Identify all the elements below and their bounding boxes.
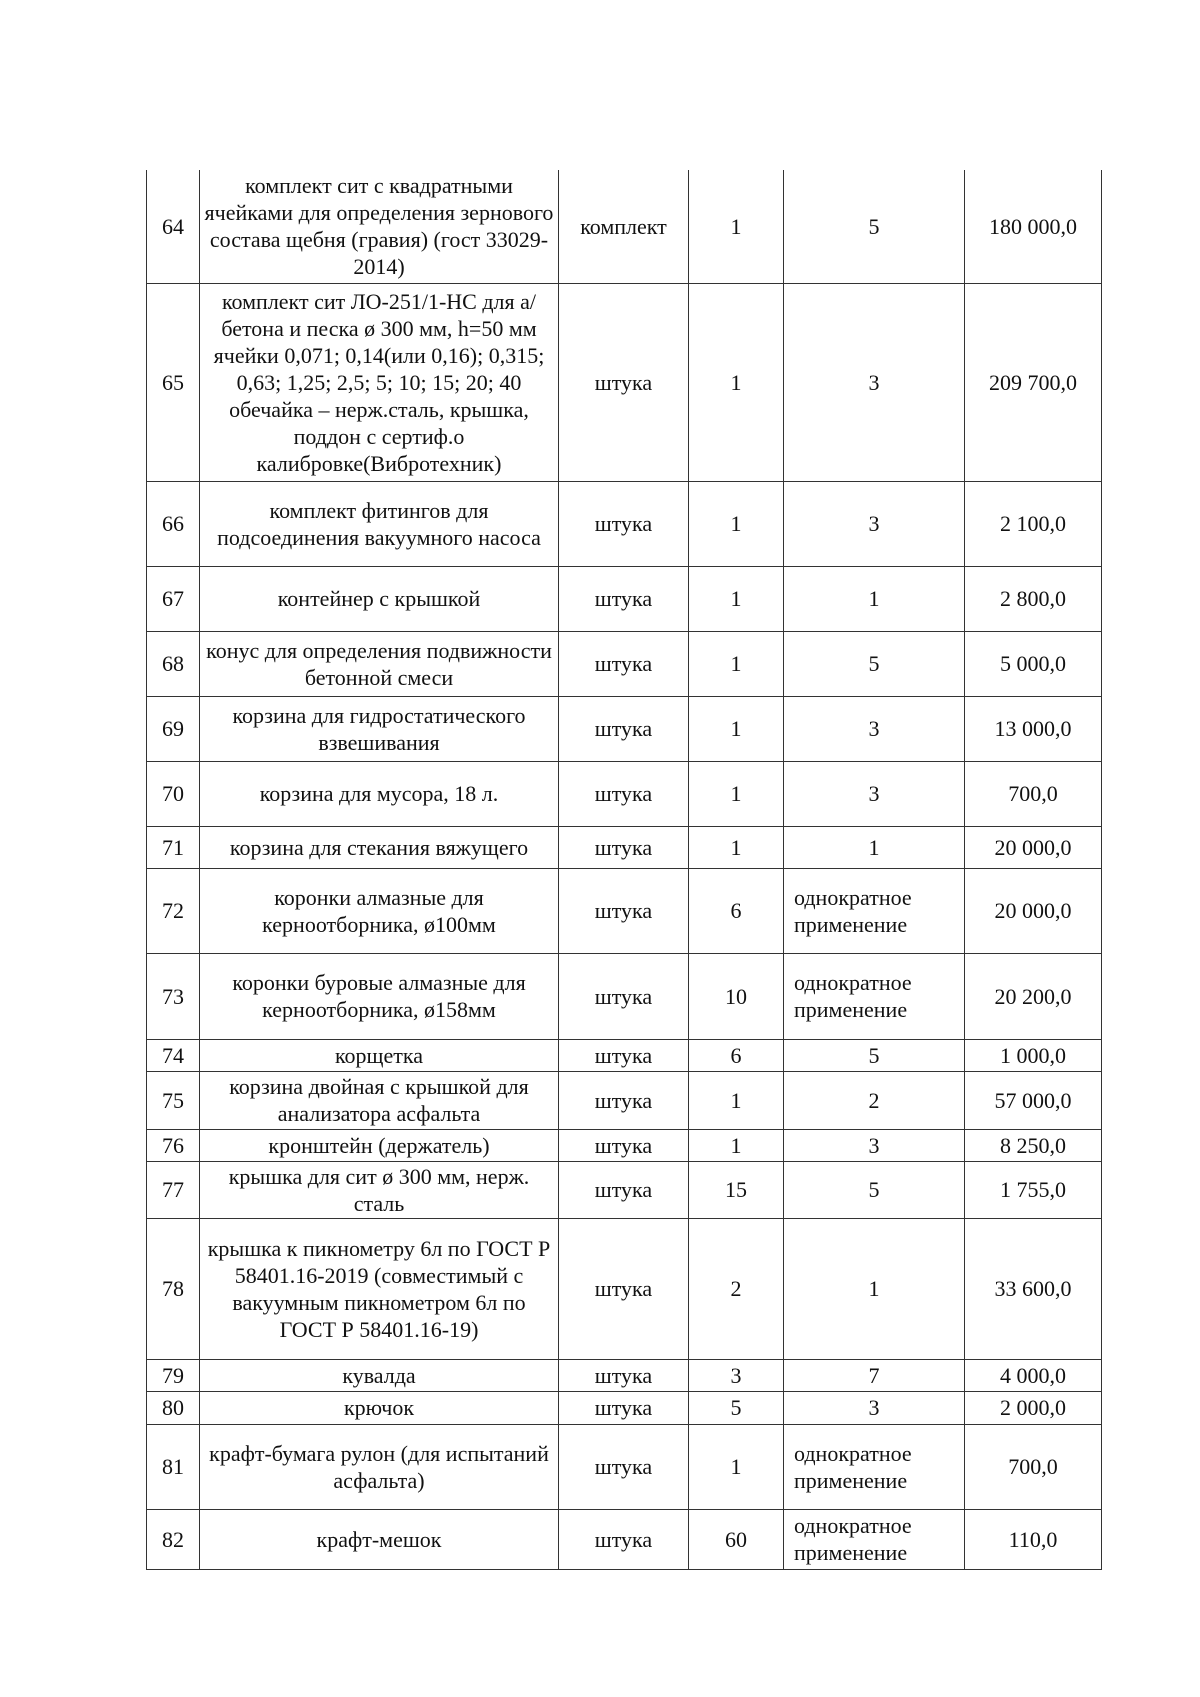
- item-name: крафт-бумага рулон (для испытаний асфальта): [200, 1424, 559, 1509]
- quantity: 1: [689, 170, 784, 283]
- quantity: 1: [689, 1129, 784, 1161]
- price: 2 100,0: [965, 481, 1102, 566]
- item-name: корщетка: [200, 1039, 559, 1071]
- service-life: 5: [784, 1161, 965, 1218]
- unit: штука: [559, 1391, 689, 1424]
- quantity: 1: [689, 631, 784, 696]
- row-number: 81: [147, 1424, 200, 1509]
- table-row: [147, 953, 1102, 1039]
- unit: штука: [559, 826, 689, 868]
- service-life: 3: [784, 1129, 965, 1161]
- item-name: крючок: [200, 1391, 559, 1424]
- item-name: контейнер с крышкой: [200, 566, 559, 631]
- unit: штука: [559, 1039, 689, 1071]
- service-life: 7: [784, 1359, 965, 1391]
- table-row: [147, 1424, 1102, 1509]
- table-row: [147, 1129, 1102, 1161]
- table-row: [147, 1161, 1102, 1218]
- table-row: [147, 566, 1102, 631]
- unit: штука: [559, 1218, 689, 1359]
- item-name: кувалда: [200, 1359, 559, 1391]
- item-name: крышка для сит ø 300 мм, нерж. сталь: [200, 1161, 559, 1218]
- table-row: [147, 283, 1102, 481]
- quantity: 15: [689, 1161, 784, 1218]
- price: 110,0: [965, 1509, 1102, 1569]
- quantity: 10: [689, 953, 784, 1039]
- price: 700,0: [965, 1424, 1102, 1509]
- price: 4 000,0: [965, 1359, 1102, 1391]
- price: 209 700,0: [965, 283, 1102, 481]
- row-number: 73: [147, 953, 200, 1039]
- item-name: конус для определения подвижности бетонной смеси: [200, 631, 559, 696]
- unit: штука: [559, 953, 689, 1039]
- row-number: 67: [147, 566, 200, 631]
- quantity: 1: [689, 826, 784, 868]
- quantity: 6: [689, 1039, 784, 1071]
- price: 20 000,0: [965, 826, 1102, 868]
- quantity: 1: [689, 481, 784, 566]
- item-name: крафт-мешок: [200, 1509, 559, 1569]
- service-life: 3: [784, 761, 965, 826]
- item-name: корзина для гидростатического взвешивания: [200, 696, 559, 761]
- item-name: коронки алмазные для керноотборника, ø100мм: [200, 868, 559, 953]
- table-row: [147, 1039, 1102, 1071]
- row-number: 82: [147, 1509, 200, 1569]
- row-number: 70: [147, 761, 200, 826]
- item-name: корзина для мусора, 18 л.: [200, 761, 559, 826]
- quantity: 1: [689, 1071, 784, 1129]
- service-life: 3: [784, 481, 965, 566]
- unit: штука: [559, 631, 689, 696]
- row-number: 77: [147, 1161, 200, 1218]
- price: 20 200,0: [965, 953, 1102, 1039]
- row-number: 76: [147, 1129, 200, 1161]
- unit: штука: [559, 481, 689, 566]
- unit: штука: [559, 868, 689, 953]
- table-row: [147, 631, 1102, 696]
- table-row: [147, 1071, 1102, 1129]
- table-row: [147, 481, 1102, 566]
- price: 20 000,0: [965, 868, 1102, 953]
- unit: комплект: [559, 170, 689, 283]
- service-life: 1: [784, 566, 965, 631]
- row-number: 75: [147, 1071, 200, 1129]
- row-number: 71: [147, 826, 200, 868]
- table-row: [147, 1391, 1102, 1424]
- service-life: однократное применение: [784, 868, 965, 953]
- quantity: 2: [689, 1218, 784, 1359]
- unit: штука: [559, 283, 689, 481]
- service-life: 3: [784, 1391, 965, 1424]
- service-life: 2: [784, 1071, 965, 1129]
- quantity: 5: [689, 1391, 784, 1424]
- unit: штука: [559, 1359, 689, 1391]
- item-name: корзина двойная с крышкой для анализатора асфальта: [200, 1071, 559, 1129]
- unit: штука: [559, 761, 689, 826]
- service-life: 5: [784, 170, 965, 283]
- item-name: коронки буровые алмазные для керноотборника, ø158мм: [200, 953, 559, 1039]
- item-name: комплект сит ЛО-251/1-НС для а/бетона и песка ø 300 мм, h=50 мм ячейки 0,071; 0,14(или 0,16); 0,315; 0,63; 1,25; 2,5; 5; 10; 15; 20; 40 обечайка – нерж.сталь, крышка, поддон с сертиф.о калибровке(Вибротехник): [200, 283, 559, 481]
- item-name: комплект фитингов для подсоединения вакуумного насоса: [200, 481, 559, 566]
- item-name: корзина для стекания вяжущего: [200, 826, 559, 868]
- service-life: однократное применение: [784, 953, 965, 1039]
- unit: штука: [559, 1129, 689, 1161]
- service-life: 3: [784, 696, 965, 761]
- price: 33 600,0: [965, 1218, 1102, 1359]
- table-row: [147, 170, 1102, 283]
- service-life: однократное применение: [784, 1509, 965, 1569]
- item-name: кронштейн (держатель): [200, 1129, 559, 1161]
- quantity: 60: [689, 1509, 784, 1569]
- price: 13 000,0: [965, 696, 1102, 761]
- unit: штука: [559, 1161, 689, 1218]
- service-life: 1: [784, 826, 965, 868]
- table-row: [147, 761, 1102, 826]
- price: 2 800,0: [965, 566, 1102, 631]
- item-name: крышка к пикнометру 6л по ГОСТ Р 58401.16-2019 (совместимый с вакуумным пикнометром 6л по ГОСТ Р 58401.16-19): [200, 1218, 559, 1359]
- items-table: [146, 170, 1102, 1570]
- row-number: 79: [147, 1359, 200, 1391]
- row-number: 64: [147, 170, 200, 283]
- row-number: 66: [147, 481, 200, 566]
- service-life: 1: [784, 1218, 965, 1359]
- price: 1 755,0: [965, 1161, 1102, 1218]
- service-life: 5: [784, 1039, 965, 1071]
- item-name: комплект сит с квадратными ячейками для определения зернового состава щебня (гравия) (гост 33029-2014): [200, 170, 559, 283]
- row-number: 68: [147, 631, 200, 696]
- quantity: 6: [689, 868, 784, 953]
- price: 1 000,0: [965, 1039, 1102, 1071]
- quantity: 1: [689, 283, 784, 481]
- quantity: 1: [689, 761, 784, 826]
- table-row: [147, 826, 1102, 868]
- price: 2 000,0: [965, 1391, 1102, 1424]
- price: 700,0: [965, 761, 1102, 826]
- table-row: [147, 1218, 1102, 1359]
- service-life: 3: [784, 283, 965, 481]
- unit: штука: [559, 1509, 689, 1569]
- unit: штука: [559, 1071, 689, 1129]
- row-number: 78: [147, 1218, 200, 1359]
- table-row: [147, 1359, 1102, 1391]
- unit: штука: [559, 566, 689, 631]
- service-life: 5: [784, 631, 965, 696]
- row-number: 80: [147, 1391, 200, 1424]
- table-row: [147, 868, 1102, 953]
- service-life: однократное применение: [784, 1424, 965, 1509]
- quantity: 1: [689, 566, 784, 631]
- unit: штука: [559, 1424, 689, 1509]
- price: 5 000,0: [965, 631, 1102, 696]
- quantity: 1: [689, 696, 784, 761]
- quantity: 3: [689, 1359, 784, 1391]
- price: 180 000,0: [965, 170, 1102, 283]
- unit: штука: [559, 696, 689, 761]
- table-row: [147, 1509, 1102, 1569]
- row-number: 65: [147, 283, 200, 481]
- row-number: 74: [147, 1039, 200, 1071]
- quantity: 1: [689, 1424, 784, 1509]
- price: 8 250,0: [965, 1129, 1102, 1161]
- price: 57 000,0: [965, 1071, 1102, 1129]
- row-number: 72: [147, 868, 200, 953]
- table-row: [147, 696, 1102, 761]
- row-number: 69: [147, 696, 200, 761]
